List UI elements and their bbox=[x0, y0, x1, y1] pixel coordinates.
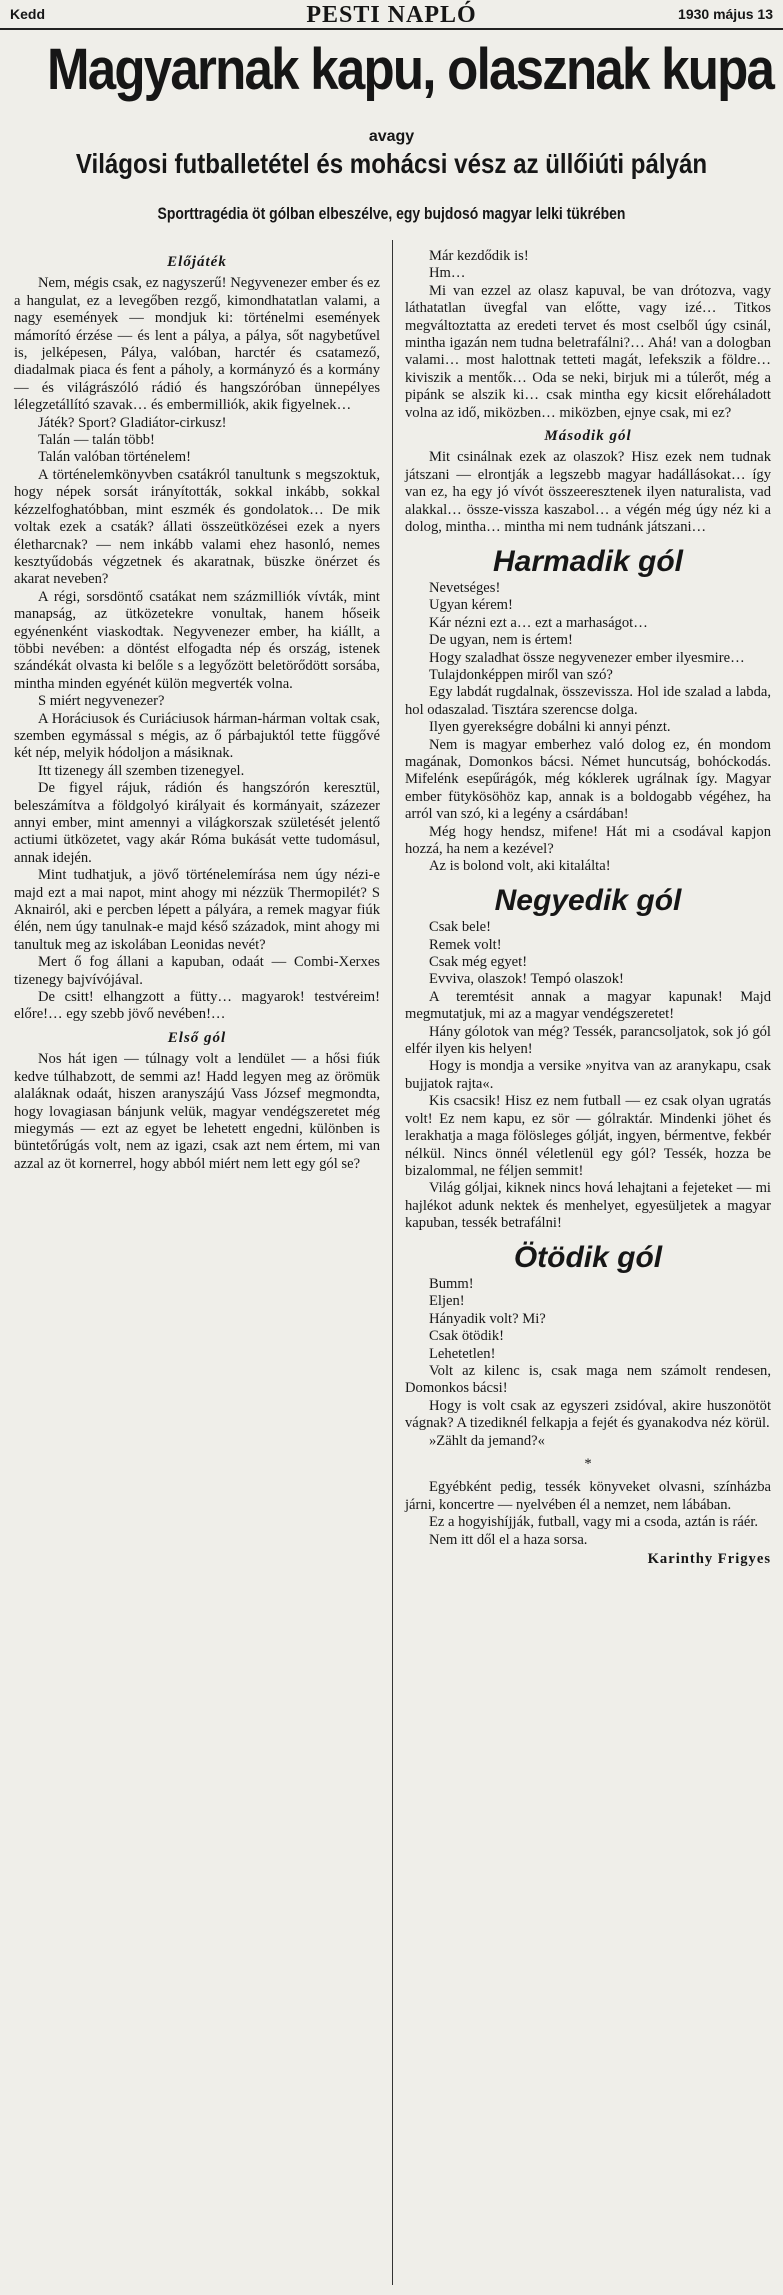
paragraph: Hm… bbox=[429, 265, 466, 282]
paragraph: Csak bele! bbox=[429, 919, 492, 936]
paragraph: Kár nézni ezt a… ezt a marhaságot… bbox=[429, 614, 648, 631]
masthead bbox=[0, 0, 783, 30]
section-heading-prelude: Előjáték bbox=[167, 254, 227, 270]
paragraph: Mert ő fog állani a kapuban, odaát — Combi-Xerxes tizenegy bajvívójával. bbox=[14, 954, 380, 988]
paragraph: Játék? Sport? Gladiátor-cirkusz! bbox=[38, 414, 227, 431]
paragraph: Mi van ezzel az olasz kapuval, be van drótozva, vagy láthatatlan üvegfal van előtte, vagy izé… Titkos megváltoztatta az eredeti tervet és most cselből úgy csinál, mintha igazán nem tudna beletrafálni?… Ahá! van a dologban valami… most halottnak tetteti magát, lefekszik a földre… kiviszik a mentők… Oda se neki, birjuk mi a túlerőt, még a pipánk se alszik ki… csak mintha egy kicsit előreháladott volna az idő, miközben… miközben, ejnye csak, mi ez? bbox=[405, 282, 771, 421]
paragraph: Nevetséges! bbox=[429, 579, 501, 596]
paragraph: Ez a hogyishíjják, futball, vagy mi a csoda, aztán is ráér. bbox=[429, 1514, 759, 1531]
section-heading-fourth-goal: Negyedik gól bbox=[494, 883, 682, 917]
masthead-day: Kedd bbox=[10, 6, 45, 22]
right-column bbox=[405, 248, 771, 1568]
paragraph: Hány gólotok van még? Tessék, parancsoljatok, sok jó gól elfér ilyen kis helyen! bbox=[405, 1023, 771, 1058]
paragraph: Nos hát igen — túlnagy volt a lendület — a hősi fiúk kedve túlhabzott, de semmi az! Hadd legyen meg az örömük alaláknak odaát, hiszen aranyszájú Vass József megmondta, hogy lovagiasan bánjunk velük, magyar vendégszeretet még miegymás — ezt az egyet be lehetett engedni, különben is büntetőrúgás volt, nem az igazi, csak azt nem értem, mi van azzal az öt kornerrel, hogy abból miért nem lett egy gól se? bbox=[14, 1051, 380, 1172]
paragraph: A Horáciusok és Curiáciusok hárman-hárman voltak csak, szemben egymással s mégis, az ő párbajuktól tette függővé két nép, melyik hódoljon a másiknak. bbox=[14, 710, 380, 762]
paragraph: A régi, sorsdöntő csatákat nem százmilliók vívták, mint manapság, az ütközetekre vonultak, hanem hőseik egyénenként viaskodtak. Negyvenezer ember, ha kiállt, a többi nevében: a döntést elfogadta nép és ország, istenek szándékát olvasta ki belőle s a legyőzött beletörődött sorsába, mintha minden egyénét külön megverték volna. bbox=[14, 588, 380, 692]
paragraph: Hogy is mondja a versike »nyitva van az aranykapu, csak bujjatok rajta«. bbox=[405, 1058, 771, 1092]
paragraph: Ilyen gyerekségre dobálni ki annyi pénzt. bbox=[429, 719, 671, 736]
paragraph: Talán valóban történelem! bbox=[38, 449, 191, 466]
paragraph: Nem, mégis csak, ez nagyszerű! Negyvenezer ember és ez a hangulat, ez a levegőben rezgő, kimondhatatlan valami, a nagy események — mondjuk ki: történelmi események mámorító érzése — és lent a pálya, a pálya, sőt nagybetűvel is, jelképesen, Pálya, valóban, harctér és csatamező, diadalmak piaca és fent a páholy, a kormányzó és a kormány — és világrászóló rádió és hangszóróban ünnepélyes lélegzetállító szavak… és embermilliók, akik figyelnek… bbox=[14, 275, 380, 414]
paragraph: Egyébként pedig, tessék könyveket olvasni, színházba járni, koncertre — nyelvében él a nemzet, nem lábában. bbox=[405, 1479, 771, 1513]
paragraph: De csitt! elhangzott a fütty… magyarok! testvéreim! előre!… egy szebb jövő nevében!… bbox=[14, 989, 380, 1023]
paragraph: Hányadik volt? Mi? bbox=[429, 1310, 546, 1327]
paragraph: A történelemkönyvben csatákról tanultunk s megszoktuk, hogy népek sorsát irányították, sokkal inkább, sokkal kézzelfoghatóbban, mint eszmék és gondolatok… De mik voltak ezek a csaták? állati összeütközései ezek a nyers életharcnak? — nem inkább valami ehez hasonló, nemes kesztyűdobás végzetnek és akaratnak, büszke önérzet és akarat neveben? bbox=[14, 466, 380, 588]
section-separator: * bbox=[584, 1456, 592, 1472]
paragraph: Evviva, olaszok! Tempó olaszok! bbox=[429, 971, 624, 988]
headline-connector: avagy bbox=[368, 128, 415, 145]
article-deck: Sporttragédia öt gólban elbeszélve, egy bujdosó magyar lelki tükrében bbox=[157, 204, 626, 223]
paragraph: Ugyan kérem! bbox=[429, 597, 513, 614]
author-signature: Karinthy Frigyes bbox=[647, 1551, 771, 1568]
paragraph: Csak ötödik! bbox=[429, 1328, 504, 1345]
paragraph: »Zählt da jemand?« bbox=[429, 1432, 545, 1449]
paragraph: Itt tizenegy áll szemben tizenegyel. bbox=[38, 762, 245, 779]
paragraph: Mint tudhatjuk, a jövő történelemírása nem úgy nézi-e majd ezt a mai napot, mint ahogy mi nézzük Thermopilét? S Aknairól, aki e percben lépett a pályára, a remek magyar fiúk élén, nem úgy tanulnak-e majd késő századok, mint ahogy mi tanultuk meg az iskolában Leonidas nevét? bbox=[14, 867, 380, 953]
paragraph: A teremtésit annak a magyar kapunak! Majd megmutatjuk, mi az a magyar vendégszeretet! bbox=[405, 988, 771, 1023]
paragraph: Lehetetlen! bbox=[429, 1345, 496, 1362]
article-subheadline: Világosi futballetétel és mohácsi vész az üllőiúti pályán bbox=[75, 148, 708, 179]
paragraph: Világ góljai, kiknek nincs hová lehajtani a fejeteket — mi hajlékot adunk nektek és menhelyet, egyesüljetek a magyar kapuban, tessék betrafálni! bbox=[405, 1180, 771, 1232]
paragraph: Eljen! bbox=[429, 1293, 465, 1310]
paragraph: Hogy szaladhat össze negyvenezer ember ilyesmire… bbox=[429, 649, 745, 666]
paragraph: S miért negyvenezer? bbox=[38, 693, 165, 710]
paragraph: Csak még egyet! bbox=[429, 954, 528, 971]
masthead-date: 1930 május 13 bbox=[678, 6, 773, 22]
left-column bbox=[14, 248, 380, 1173]
paragraph: Talán — talán több! bbox=[38, 432, 155, 449]
paragraph: Nem itt dől el a haza sorsa. bbox=[429, 1531, 588, 1548]
paragraph: Tulajdonképpen miről van szó? bbox=[429, 666, 613, 683]
article-headline: Magyarnak kapu, olasznak kupa bbox=[46, 37, 774, 102]
paragraph: Bumm! bbox=[429, 1275, 474, 1292]
paragraph: Nem is magyar emberhez való dolog ez, én mondom magának, Domonkos bácsi. Német huncutság, bohóckodás. Mifelénk esepűrágók, még kóklerek ugrálnak így. Magyar ember fütykösöhöz kap, annak is a boldogabb végéhez, ha arról van szó, ki a legény a csárdában! bbox=[405, 736, 771, 823]
section-heading-second-goal: Második gól bbox=[544, 428, 632, 445]
paragraph: De figyel rájuk, rádión és hangszórón keresztül, beleszámítva a földgolyó királyait és kormányait, százezer annyi ember, mint amennyi a világkorszak születését jelentő actiumi ütközetet, vagy akár Róma bukását vette tudomásul, annak idején. bbox=[14, 780, 380, 866]
paragraph: Még hogy hendsz, mifene! Hát mi a csodával kapjon hozzá, ha nem a kezével? bbox=[405, 823, 771, 857]
masthead-paper-title: PESTI NAPLÓ bbox=[306, 2, 477, 28]
paragraph: De ugyan, nem is értem! bbox=[429, 632, 573, 649]
paragraph: Egy labdát rugdalnak, összevissza. Hol ide szalad a labda, hol odaszalad. Tisztára szerencse dolga. bbox=[405, 684, 771, 718]
paragraph: Az is bolond volt, aki kitalálta! bbox=[429, 858, 611, 875]
paragraph: Már kezdődik is! bbox=[429, 248, 529, 264]
section-heading-fifth-goal: Ötödik gól bbox=[513, 1240, 663, 1274]
section-heading-third-goal: Harmadik gól bbox=[492, 544, 684, 578]
paragraph: Mit csinálnak ezek az olaszok? Hisz ezek nem tudnak játszani — elrontják a legszebb magyar hadállásokat… így van ez, ha egy jó vívót összeeresztenek ilyen naturalista, vad alakkal… össze-vissza kaszabol… a végén még úgy néz ki a dolog, mintha… mintha mi nem tudnánk játszani… bbox=[405, 449, 771, 536]
paragraph: Remek volt! bbox=[429, 936, 502, 953]
section-heading-first-goal: Első gól bbox=[167, 1029, 227, 1046]
paragraph: Kis csacsik! Hisz ez nem futball — ez csak olyan ugratás volt! Ez nem kapu, ez sör — gólraktár. Mindenki jöhet és lerakhatja a maga fölösleges gólját, ingyen, bérmentve, fekbér nélkül. Nincs önnél véletlenül egy gól? Tessék, hozza be bizalommal, ne féljen semmit! bbox=[405, 1093, 771, 1179]
paragraph: Hogy is volt csak az egyszeri zsidóval, akire huszonötöt vágnak? A tizediknél felkapja a fejét és gyanakodva néz körül. bbox=[405, 1397, 771, 1432]
column-divider bbox=[392, 240, 393, 2285]
paragraph: Volt az kilenc is, csak maga nem számolt rendesen, Domonkos bácsi! bbox=[405, 1362, 771, 1397]
